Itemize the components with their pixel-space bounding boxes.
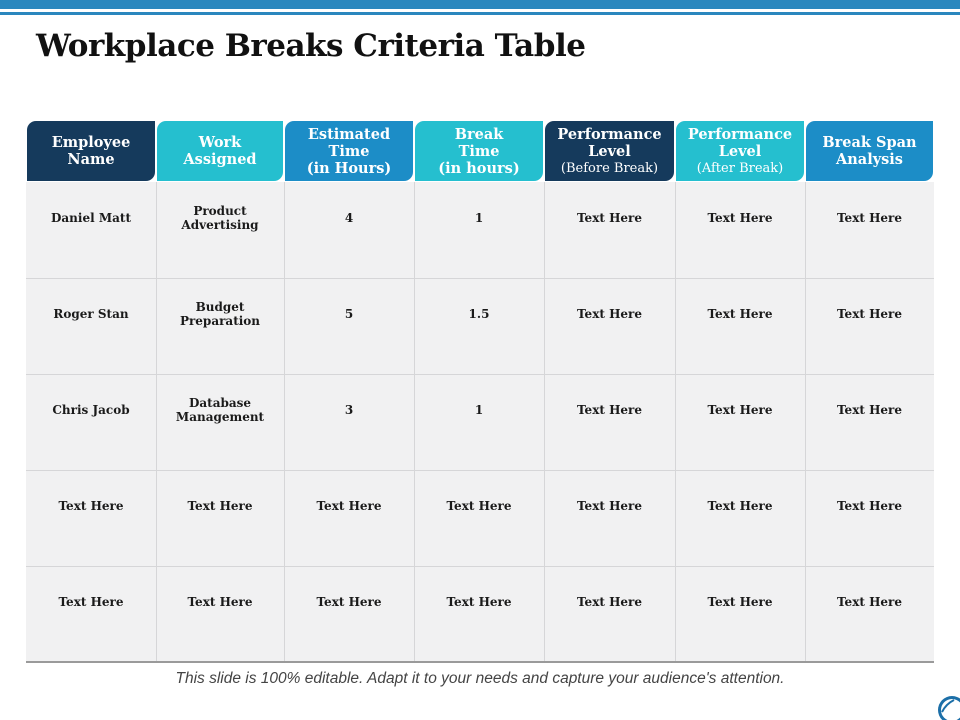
table-cell: Text Here: [707, 307, 773, 321]
header-estimated-time: [285, 121, 413, 181]
table-cell: Text Here: [577, 211, 642, 225]
table-cell: 1: [474, 403, 484, 417]
header-label: Performance Level: [687, 125, 793, 160]
table-cell: Text Here: [577, 499, 642, 513]
top-accent-bar: [0, 0, 960, 16]
table-cell: Text Here: [316, 499, 382, 513]
header-performance-after: [676, 121, 804, 181]
table-cell: Daniel Matt: [51, 211, 131, 225]
header-sublabel: (in Hours): [306, 159, 392, 177]
header-work-assigned: [157, 121, 283, 181]
table-cell: Text Here: [58, 595, 124, 609]
table-cell: Text Here: [837, 211, 902, 225]
top-accent-thin-stripe: [0, 12, 960, 15]
table-cell: 1: [474, 211, 484, 225]
header-label: Break Time: [454, 125, 504, 160]
table-cell: Chris Jacob: [52, 403, 130, 417]
page-curl-icon: [932, 690, 960, 720]
table-cell: Text Here: [577, 307, 642, 321]
header-sublabel: (Before Break): [560, 160, 659, 176]
table-cell: Text Here: [58, 499, 124, 513]
table-cell: Text Here: [707, 211, 773, 225]
header-performance-before: [545, 121, 674, 181]
table-cell: Database Management: [175, 396, 265, 424]
slide-title: Workplace Breaks Criteria Table: [36, 28, 586, 64]
table-cell: Text Here: [837, 307, 902, 321]
table-cell: Roger Stan: [53, 307, 129, 321]
table-cell: Text Here: [577, 595, 642, 609]
table-cell: 5: [344, 307, 354, 321]
table-cell: 3: [344, 403, 354, 417]
table-cell: 1.5: [468, 307, 490, 321]
table-cell: Text Here: [837, 499, 902, 513]
table-cell: Budget Preparation: [179, 300, 261, 328]
table-cell: Text Here: [707, 595, 773, 609]
table-cell: Text Here: [316, 595, 382, 609]
header-employee-name: [27, 121, 155, 181]
table-cell: Text Here: [446, 595, 512, 609]
table-cell: Text Here: [707, 499, 773, 513]
header-label: Break Span Analysis: [822, 134, 917, 168]
table-cell: Product Advertising: [181, 204, 259, 232]
table-cell: Text Here: [187, 595, 253, 609]
table-cell: Text Here: [837, 595, 902, 609]
table-cell: 4: [344, 211, 354, 225]
table-cell: Text Here: [837, 403, 902, 417]
header-sublabel: (in hours): [438, 159, 520, 177]
header-label: Estimated Time: [307, 125, 391, 160]
header-label: Employee Name: [51, 134, 131, 168]
table-cell: Text Here: [446, 499, 512, 513]
table-cell: Text Here: [577, 403, 642, 417]
table-cell: Text Here: [707, 403, 773, 417]
header-break-time: [415, 121, 543, 181]
table-cell: Text Here: [187, 499, 253, 513]
footer-note: This slide is 100% editable. Adapt it to your needs and capture your audience's attention.: [175, 670, 785, 687]
header-break-span-analysis: [806, 121, 933, 181]
top-accent-stripe: [0, 0, 960, 9]
header-label: Performance Level: [557, 125, 662, 160]
header-sublabel: (After Break): [696, 160, 784, 176]
header-label: Work Assigned: [183, 134, 257, 168]
table-bottom-border: [26, 661, 934, 663]
criteria-table: [26, 121, 934, 664]
table-header-row: [26, 121, 934, 182]
